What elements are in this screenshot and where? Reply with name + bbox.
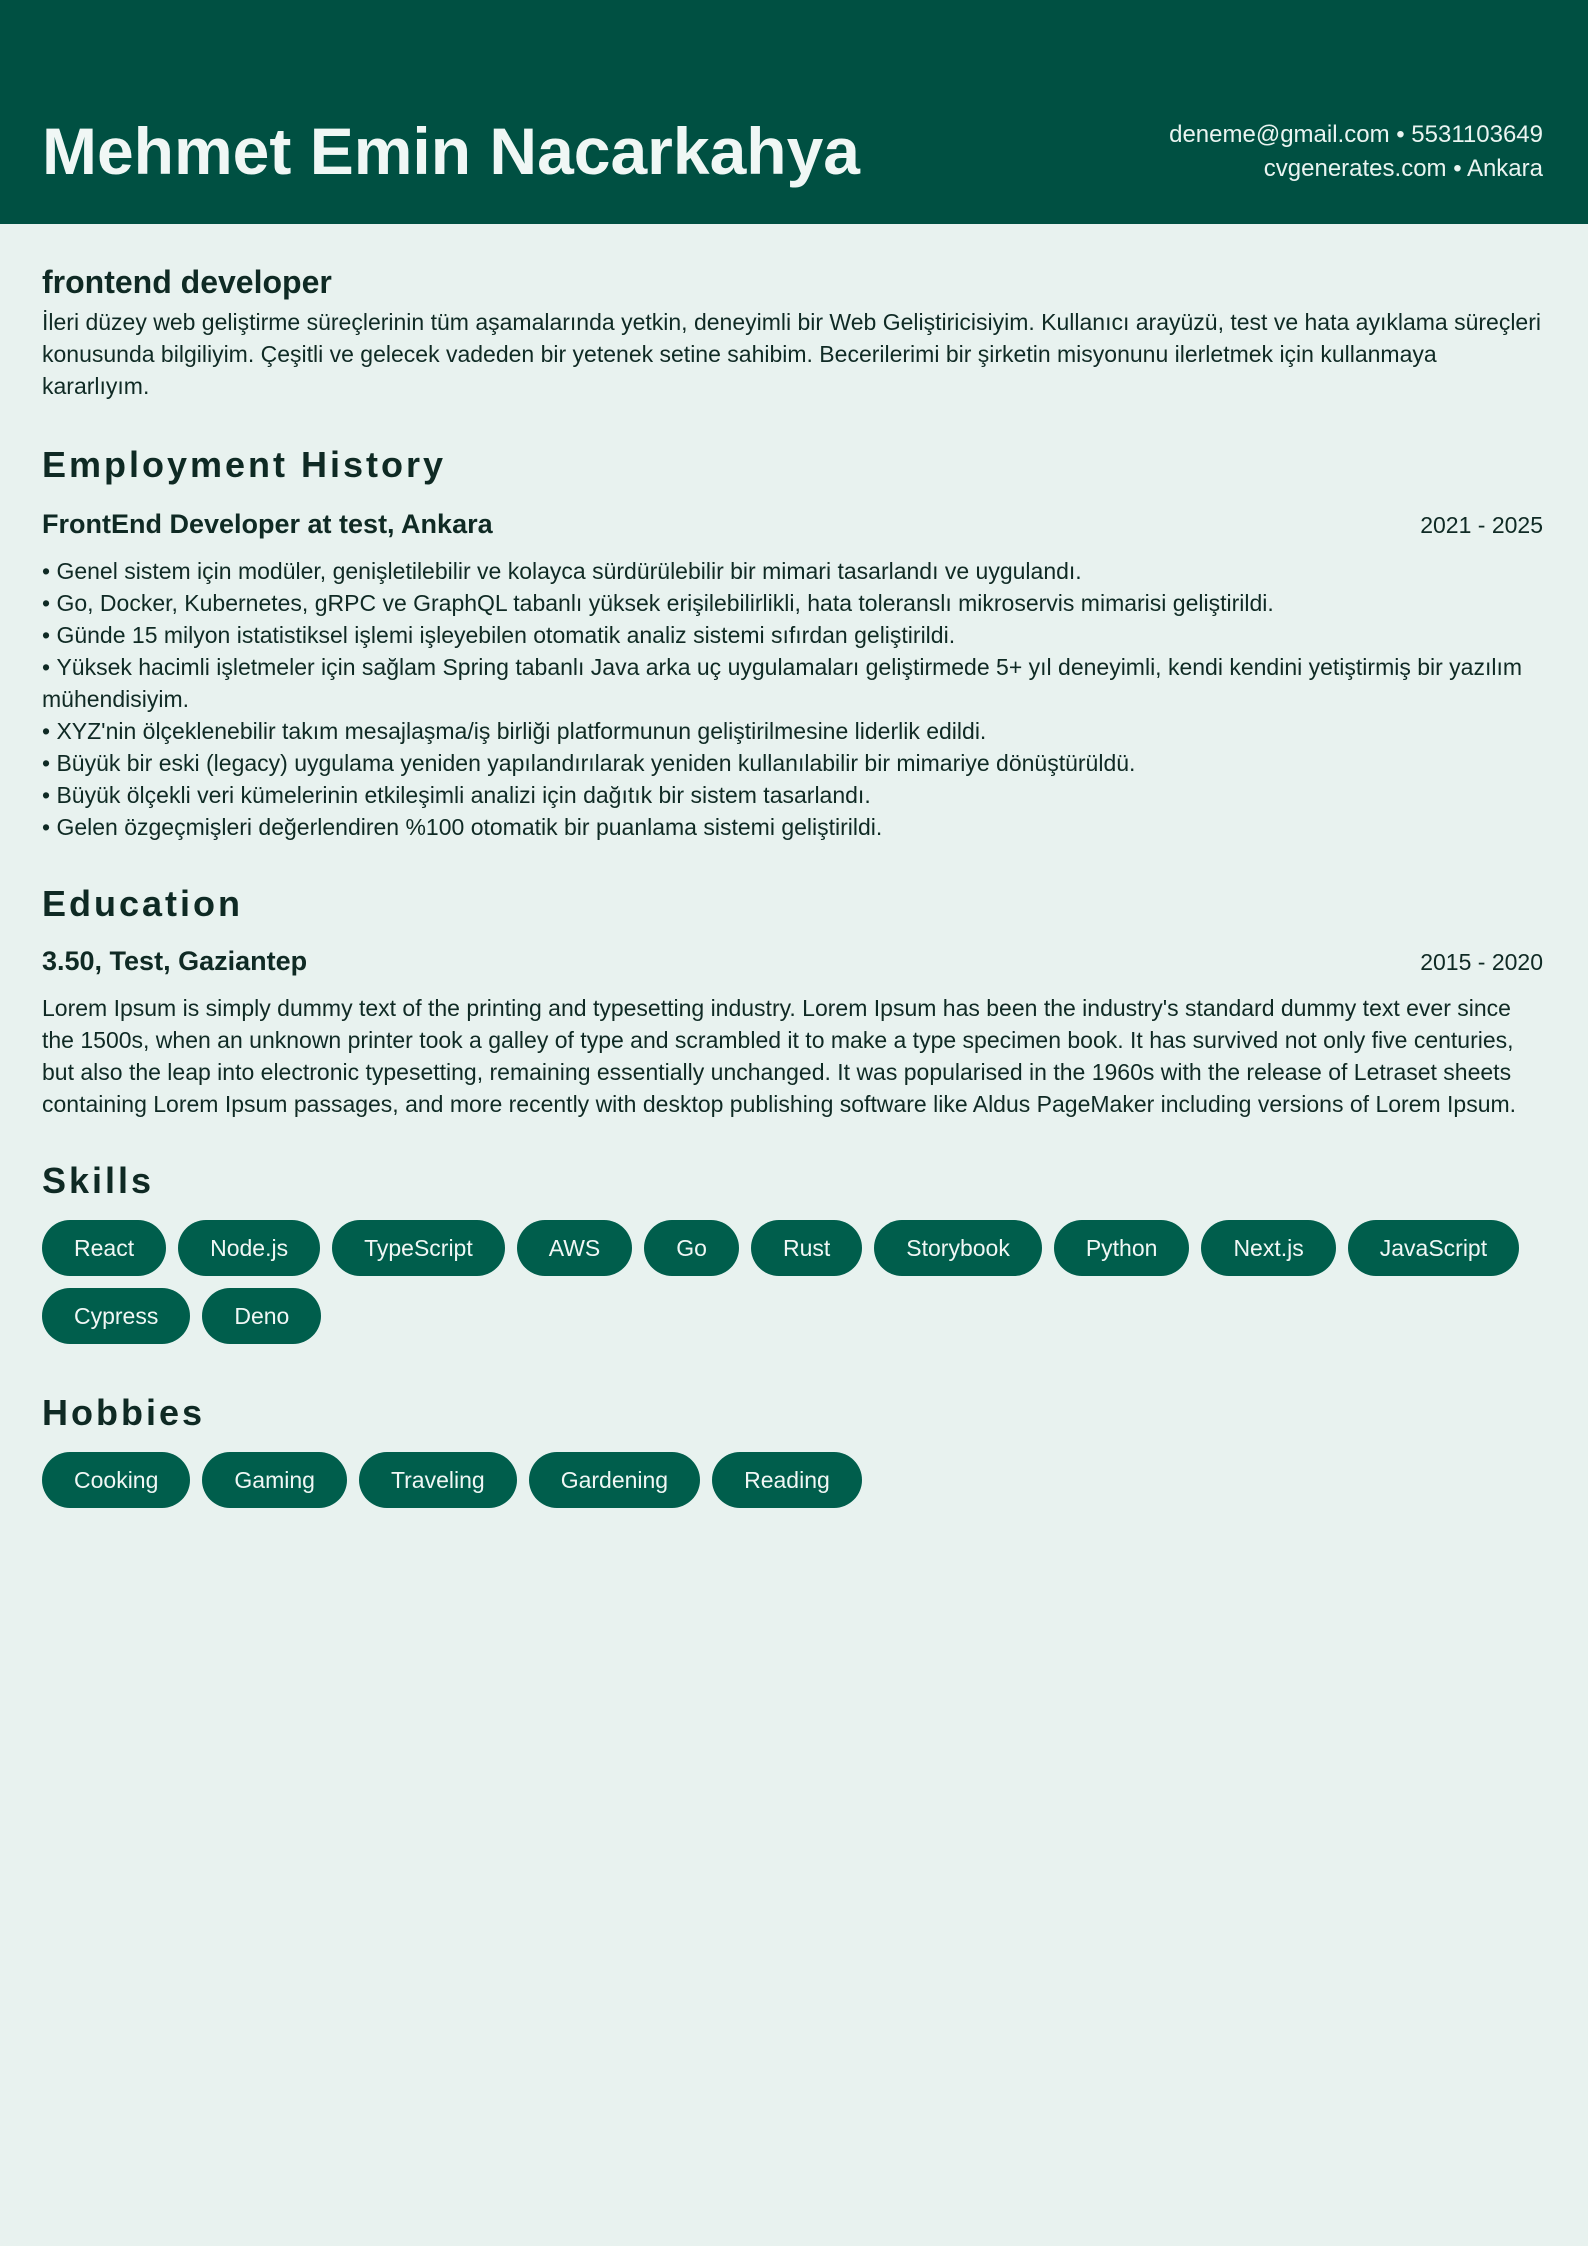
hobbies-tags — [42, 1452, 1543, 1508]
contact-info — [1169, 118, 1543, 186]
employment-bullet: • Genel sistem için modüler, genişletilebilir ve kolayca sürdürülebilir bir mimari tasarlandı ve uygulandı. — [42, 555, 1543, 587]
skill-tag: Cypress — [42, 1288, 190, 1344]
employment-bullet: • Büyük ölçekli veri kümelerinin etkileşimli analizi için dağıtık bir sistem tasarlandı. — [42, 779, 1543, 811]
employment-heading: Employment History — [42, 444, 447, 485]
hobby-tag: Cooking — [42, 1452, 190, 1508]
skill-tag: Deno — [202, 1288, 321, 1344]
resume-body — [42, 258, 1543, 1508]
skills-tags — [42, 1220, 1543, 1344]
employment-bullet: • Günde 15 milyon istatistiksel işlemi işleyebilen otomatik analiz sistemi sıfırdan geliştirildi. — [42, 619, 1543, 651]
skill-tag: AWS — [517, 1220, 633, 1276]
hobby-tag: Traveling — [359, 1452, 517, 1508]
employment-bullet: • Büyük bir eski (legacy) uygulama yeniden yapılandırılarak yeniden kullanılabilir bir mimariye dönüştürüldü. — [42, 747, 1543, 779]
skills-section — [42, 1156, 1543, 1344]
skill-tag: Python — [1054, 1220, 1190, 1276]
employment-section — [42, 440, 1543, 843]
employment-bullet: • XYZ'nin ölçeklenebilir takım mesajlaşma/iş birliği platformunun geliştirilmesine liderlik edildi. — [42, 715, 1543, 747]
skill-tag: React — [42, 1220, 166, 1276]
skill-tag: Rust — [751, 1220, 862, 1276]
skill-tag: JavaScript — [1348, 1220, 1519, 1276]
employment-dates: 2021 - 2025 — [1420, 512, 1543, 538]
skill-tag: Go — [644, 1220, 739, 1276]
hobby-tag: Gardening — [529, 1452, 700, 1508]
contact-email-phone: deneme@gmail.com • 5531103649 — [1169, 121, 1543, 148]
employment-job-title: FrontEnd Developer at test, Ankara — [42, 509, 493, 539]
profile-title: frontend developer — [42, 264, 332, 300]
employment-bullets — [42, 555, 1543, 843]
employment-bullet: • Gelen özgeçmişleri değerlendiren %100 otomatik bir puanlama sistemi geliştirildi. — [42, 811, 1543, 843]
employment-entry-header — [42, 504, 1543, 545]
profile-section — [42, 258, 1543, 402]
skill-tag: Storybook — [874, 1220, 1042, 1276]
skill-tag: Node.js — [178, 1220, 320, 1276]
education-dates: 2015 - 2020 — [1420, 949, 1543, 975]
employment-bullet: • Go, Docker, Kubernetes, gRPC ve GraphQL tabanlı yüksek erişilebilirlikli, hata toleranslı mikroservis mimarisi geliştirildi. — [42, 587, 1543, 619]
full-name: Mehmet Emin Nacarkahya — [42, 114, 861, 188]
hobbies-heading: Hobbies — [42, 1392, 206, 1433]
education-description: Lorem Ipsum is simply dummy text of the printing and typesetting industry. Lorem Ipsum has been the industry's standard dummy text ever since the 1500s, when an unknown printer took a galley of type and scrambled it to make a type specimen book. It has survived not only five centuries, but also the leap into electronic typesetting, remaining essentially unchanged. It was popularised in the 1960s with the release of Letraset sheets containing Lorem Ipsum passages, and more recently with desktop publishing software like Aldus PageMaker including versions of Lorem Ipsum. — [42, 995, 1517, 1117]
hobby-tag: Reading — [712, 1452, 862, 1508]
education-title: 3.50, Test, Gaziantep — [42, 946, 308, 976]
contact-website-city: cvgenerates.com • Ankara — [1263, 155, 1543, 182]
skill-tag: TypeScript — [332, 1220, 505, 1276]
skill-tag: Next.js — [1201, 1220, 1335, 1276]
education-heading: Education — [42, 883, 244, 924]
education-entry-header — [42, 941, 1543, 982]
hobbies-section — [42, 1388, 1543, 1508]
education-section — [42, 879, 1543, 1120]
skills-heading: Skills — [42, 1160, 155, 1201]
resume-header — [0, 0, 1588, 224]
hobby-tag: Gaming — [202, 1452, 347, 1508]
employment-bullet: • Yüksek hacimli işletmeler için sağlam Spring tabanlı Java arka uç uygulamaları geliştirmede 5+ yıl deneyimli, kendi kendini yetiştirmiş bir yazılım mühendisiyim. — [42, 651, 1543, 715]
profile-summary: İleri düzey web geliştirme süreçlerinin tüm aşamalarında yetkin, deneyimli bir Web Geliştiricisiyim. Kullanıcı arayüzü, test ve hata ayıklama süreçleri konusunda bilgiliyim. Çeşitli ve gelecek vadeden bir yetenek setine sahibim. Becerilerimi bir şirketin misyonunu ilerletmek için kullanmaya kararlıyım. — [42, 309, 1541, 399]
